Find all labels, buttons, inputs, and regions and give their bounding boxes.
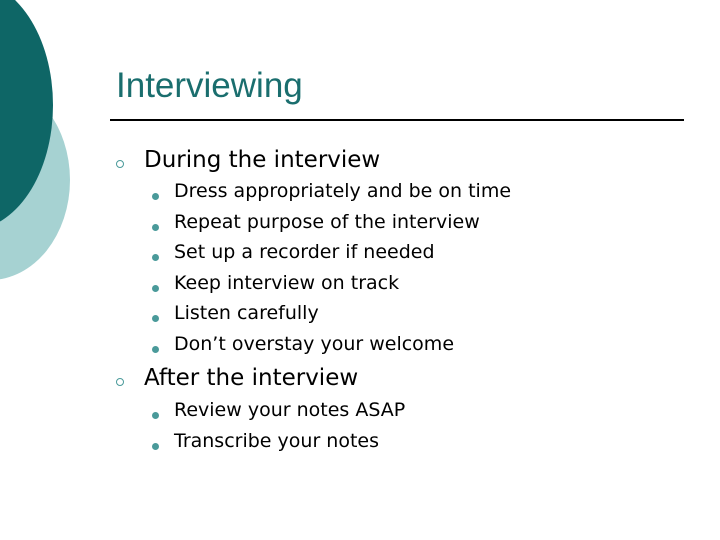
decorative-circles [0,0,80,300]
hollow-circle-bullet-icon [116,160,124,168]
filled-circle-bullet-icon [152,254,159,261]
filled-circle-bullet-icon [152,315,159,322]
list-item-label: Transcribe your notes [174,429,380,452]
list-item-label: Keep interview on track [174,271,400,294]
title-underline [110,119,684,121]
list-item-label: Set up a recorder if needed [174,241,435,263]
section-label: During the interview [144,147,381,173]
list-item-label: Dress appropriately and be on time [174,180,512,202]
list-item-label: Review your notes ASAP [174,399,406,421]
filled-circle-bullet-icon [152,443,159,450]
filled-circle-bullet-icon [152,193,159,200]
section-label: After the interview [144,365,359,391]
list-item-label: Listen carefully [174,302,319,324]
slide-title: Interviewing [116,66,303,105]
filled-circle-bullet-icon [152,412,159,419]
filled-circle-bullet-icon [152,285,159,292]
filled-circle-bullet-icon [152,346,159,353]
list-item-label: Don’t overstay your welcome [174,332,455,355]
list-item-label: Repeat purpose of the interview [174,210,480,233]
filled-circle-bullet-icon [152,224,159,231]
hollow-circle-bullet-icon [116,378,124,386]
